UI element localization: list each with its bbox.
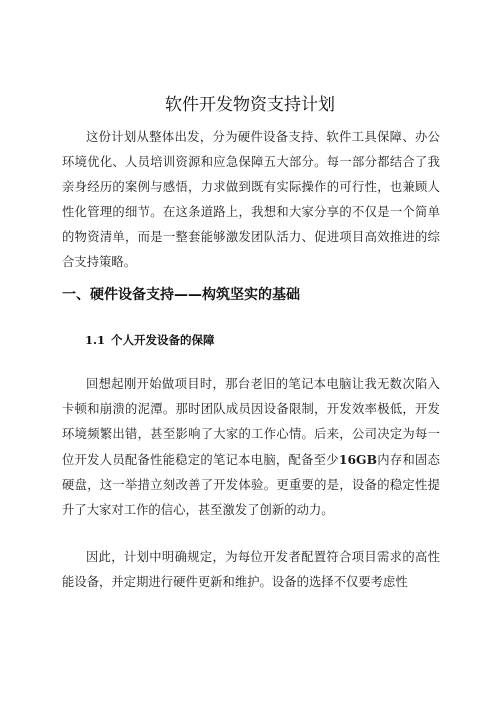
section-heading: 一、硬件设备支持——构筑坚实的基础 — [62, 287, 300, 303]
subsection-number: 1.1 — [85, 333, 106, 347]
document-title: 软件开发物资支持计划 — [165, 95, 335, 115]
paragraph-text: 回想起刚开始做项目时，那台老旧的笔记本电脑让我无数次陷入卡顿和崩溃的泥潭。那时团队成员因设备限制，开发效率极低，开发环境频繁出错，甚至影响了大家的工作心情。后来，公司决定为每一位开发人员配备性能稳定的笔记本电脑，配备至少 — [62, 377, 440, 467]
subsection-title: 个人开发设备的保障 — [111, 333, 215, 347]
memory-size-bold: 16GB — [338, 452, 378, 467]
body-paragraph-1 — [62, 372, 440, 523]
paragraph-text: 内存和固态硬盘，这一举措立刻改善了开发体验。更重要的是，设备的稳定性提升了大家对工作的信心，甚至激发了创新的动力。 — [62, 453, 440, 517]
intro-paragraph: 这份计划从整体出发，分为硬件设备支持、软件工具保障、办公环境优化、人员培训资源和应急保障五大部分。每一部分都结合了我亲身经历的案例与感悟，力求做到既有实际操作的可行性，也兼顾人性化管理的细节。在这条道路上，我想和大家分享的不仅是一个简单的物资清单，而是一整套能够激发团队活力、促进项目高效推进的综合支持策略。 — [62, 130, 440, 269]
subsection-heading — [85, 331, 445, 349]
body-paragraph-2: 因此，计划中明确规定，为每位开发者配置符合项目需求的高性能设备，并定期进行硬件更新和维护。设备的选择不仅要考虑性 — [62, 550, 440, 589]
